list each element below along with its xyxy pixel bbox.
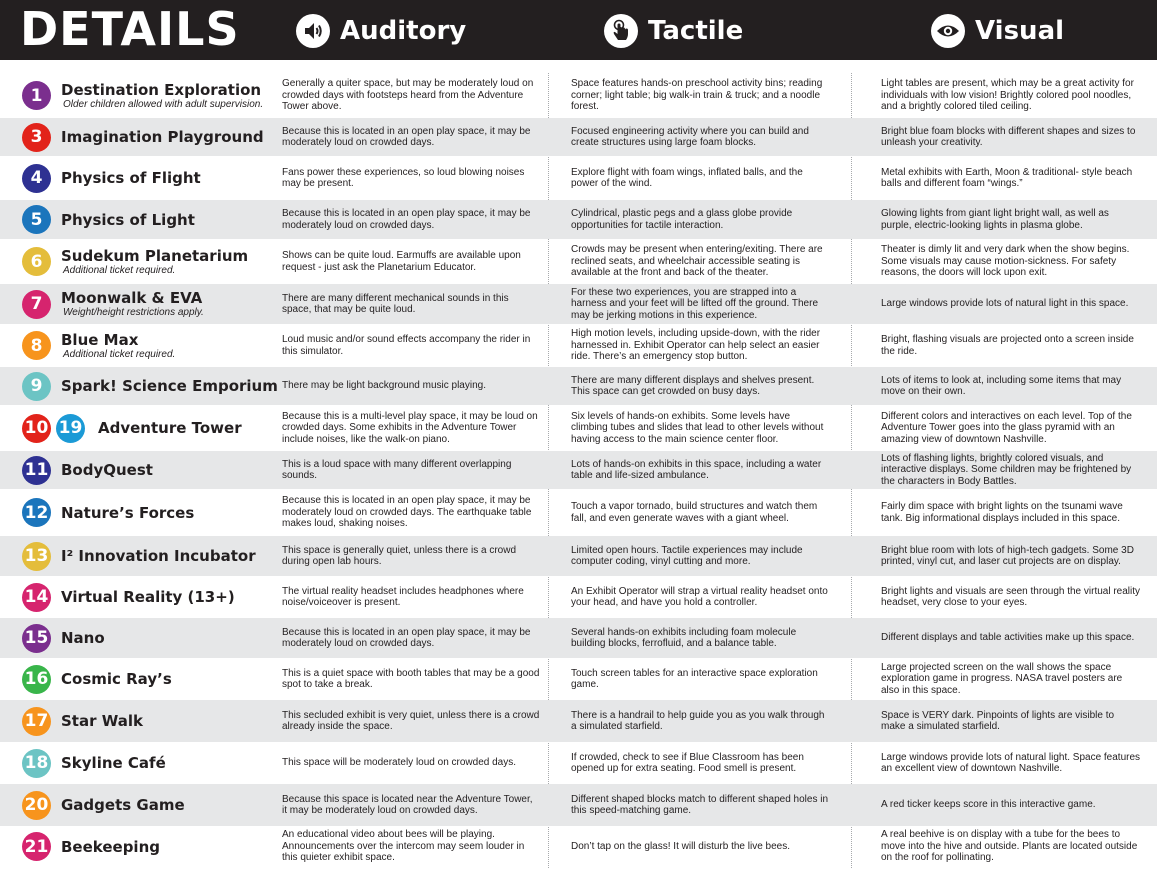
column-header-visual bbox=[931, 12, 1064, 50]
auditory-description-cell bbox=[282, 536, 540, 576]
exhibit-number-badge: 4 bbox=[22, 164, 51, 193]
page-title: DETAILS bbox=[20, 2, 240, 56]
tactile-description-cell bbox=[571, 489, 829, 536]
table-row bbox=[0, 489, 1157, 536]
visual-description-cell bbox=[881, 367, 1141, 405]
tactile-description-cell bbox=[571, 700, 829, 742]
exhibit-name: I² Innovation Incubator bbox=[61, 547, 256, 565]
auditory-description: Generally a quiter space, but may be moderately loud on crowded days with footsteps heard from the Adventure Tower above. bbox=[282, 78, 534, 113]
table-row bbox=[0, 239, 1157, 284]
auditory-description: Because this is located in an open play space, it may be moderately loud on crowded days. bbox=[282, 626, 531, 649]
touch-icon bbox=[604, 14, 638, 48]
exhibit-note: Additional ticket required. bbox=[63, 348, 176, 360]
table-row bbox=[0, 700, 1157, 742]
table-row bbox=[0, 784, 1157, 826]
exhibit-number-badge: 18 bbox=[22, 749, 51, 778]
visual-description-cell bbox=[881, 118, 1141, 156]
visual-description-cell bbox=[881, 324, 1141, 367]
exhibit-name: Physics of Light bbox=[61, 210, 195, 229]
auditory-description-cell bbox=[282, 200, 540, 239]
auditory-description: This space will be moderately loud on crowded days. bbox=[282, 757, 517, 769]
auditory-description: There may be light background music playing. bbox=[282, 380, 486, 392]
exhibit-number-badge: 16 bbox=[22, 665, 51, 694]
tactile-description-cell bbox=[571, 239, 829, 284]
auditory-description-cell bbox=[282, 239, 540, 284]
auditory-description-cell bbox=[282, 367, 540, 405]
auditory-description: This is a loud space with many different overlapping sounds. bbox=[282, 458, 512, 481]
visual-description-cell bbox=[881, 576, 1141, 618]
exhibit-name: Adventure Tower bbox=[98, 419, 242, 437]
visual-description-cell bbox=[881, 73, 1141, 118]
header-bar bbox=[0, 0, 1157, 60]
visual-description-cell bbox=[881, 826, 1141, 867]
visual-description: Bright blue room with lots of high-tech gadgets. Some 3D printed, vinyl cut, and laser cut projects are on display. bbox=[881, 544, 1134, 567]
exhibit-number-badge: 7 bbox=[22, 290, 51, 319]
tactile-description: An Exhibit Operator will strap a virtual reality headset onto your head, and have you hold a controller. bbox=[571, 585, 828, 608]
auditory-description-cell bbox=[282, 324, 540, 367]
tactile-description-cell bbox=[571, 156, 829, 200]
visual-description-cell bbox=[881, 405, 1141, 451]
visual-description: Light tables are present, which may be a great activity for individuals with low vision! Brightly colored pool noodles, and a brightly colored tiled ceiling. bbox=[881, 78, 1134, 113]
auditory-description: This space is generally quiet, unless there is a crowd during open lab hours. bbox=[282, 544, 517, 567]
visual-description: Metal exhibits with Earth, Moon & traditional- style beach balls and different foam “wings.” bbox=[881, 166, 1133, 189]
auditory-description-cell bbox=[282, 784, 540, 826]
column-header-tactile bbox=[604, 12, 743, 50]
exhibit-number-badge: 20 bbox=[22, 791, 51, 820]
exhibit-name: Nature’s Forces bbox=[61, 503, 195, 522]
exhibit-number-badge: 3 bbox=[22, 123, 51, 152]
visual-description: Different colors and interactives on each level. Top of the Adventure Tower goes into the glass pyramid with an amazing view of downtown Nashville. bbox=[881, 410, 1132, 445]
visual-description-cell bbox=[881, 239, 1141, 284]
exhibit-number-badge: 5 bbox=[22, 205, 51, 234]
exhibit-number-badge: 8 bbox=[22, 331, 51, 360]
tactile-description-cell bbox=[571, 324, 829, 367]
exhibit-number-badge: 9 bbox=[22, 372, 51, 401]
exhibit-name: BodyQuest bbox=[61, 461, 153, 479]
visual-description: Lots of flashing lights, brightly colored visuals, and interactive displays. Some children may be frightened by the characters in Body Battles. bbox=[881, 452, 1132, 487]
visual-description-cell bbox=[881, 618, 1141, 658]
tactile-description-cell bbox=[571, 784, 829, 826]
auditory-description-cell bbox=[282, 405, 540, 451]
exhibit-name: Physics of Flight bbox=[61, 169, 201, 187]
tactile-description: Crowds may be present when entering/exiting. There are reclined seats, and wheelchair accessible seating is available at the front and back of the theater. bbox=[571, 244, 823, 279]
tactile-description: Lots of hands-on exhibits in this space, including a water table and life-sized ambulance. bbox=[571, 458, 822, 481]
visual-description-cell bbox=[881, 700, 1141, 742]
exhibit-table bbox=[0, 73, 1157, 867]
visual-description: A red ticker keeps score in this interactive game. bbox=[881, 799, 1096, 811]
table-row bbox=[0, 451, 1157, 489]
exhibit-note: Weight/height restrictions apply. bbox=[63, 307, 204, 318]
tactile-description: For these two experiences, you are strapped into a harness and your feet will be lifted off the ground. There may be jerking motions in this experience. bbox=[571, 286, 819, 321]
tactile-description: Six levels of hands-on exhibits. Some levels have climbing tubes and slides that lead to other levels without having access to the main science center floor. bbox=[571, 410, 824, 445]
visual-description-cell bbox=[881, 742, 1141, 784]
tactile-description: There is a handrail to help guide you as you walk through a simulated starfield. bbox=[571, 709, 825, 732]
auditory-description: This is a quiet space with booth tables that may be a good spot to take a break. bbox=[282, 667, 540, 690]
auditory-description: This secluded exhibit is very quiet, unless there is a crowd already inside the space. bbox=[282, 709, 540, 732]
tactile-description: High motion levels, including upside-down, with the rider harnessed in. Exhibit Operator can help select an easier ride. There’s an emergency stop button. bbox=[571, 328, 821, 363]
exhibit-number-badge: 21 bbox=[22, 832, 51, 861]
exhibit-number-badge: 12 bbox=[22, 498, 51, 527]
visual-description-cell bbox=[881, 536, 1141, 576]
exhibit-number-badge: 15 bbox=[22, 624, 51, 653]
exhibit-note: Older children allowed with adult supervision. bbox=[63, 98, 264, 110]
exhibit-note: Additional ticket required. bbox=[63, 264, 176, 276]
column-label-visual: Visual bbox=[975, 16, 1065, 46]
auditory-description: The virtual reality headset includes headphones where noise/voiceover is present. bbox=[282, 585, 524, 608]
exhibit-name: Destination Exploration bbox=[61, 80, 262, 99]
tactile-description-cell bbox=[571, 742, 829, 784]
tactile-description-cell bbox=[571, 118, 829, 156]
table-row bbox=[0, 742, 1157, 784]
auditory-description: Because this space is located near the Adventure Tower, it may be moderately loud on crowded days. bbox=[282, 793, 533, 816]
visual-description: Different displays and table activities make up this space. bbox=[881, 632, 1135, 644]
exhibit-number-badge: 11 bbox=[22, 456, 51, 485]
table-row bbox=[0, 118, 1157, 156]
visual-description: A real beehive is on display with a tube for the bees to move into the hive and outside. Plants are located outside on the roof for pollinating. bbox=[881, 829, 1138, 864]
tactile-description-cell bbox=[571, 405, 829, 451]
visual-description: Bright blue foam blocks with different shapes and sizes to unleash your creativity. bbox=[881, 125, 1136, 148]
visual-description-cell bbox=[881, 658, 1141, 700]
exhibit-number-badge: 19 bbox=[56, 414, 85, 443]
auditory-description: Because this is located in an open play space, it may be moderately loud on crowded days. bbox=[282, 125, 531, 148]
auditory-description: Because this is located in an open play space, it may be moderately loud on crowded days. bbox=[282, 208, 531, 231]
table-row bbox=[0, 405, 1157, 451]
exhibit-name: Nano bbox=[61, 629, 105, 647]
tactile-description: Focused engineering activity where you can build and create structures using large foam blocks. bbox=[571, 125, 809, 148]
exhibit-name: Moonwalk & EVA bbox=[61, 289, 203, 307]
tactile-description: Don’t tap on the glass! It will disturb the live bees. bbox=[571, 840, 791, 852]
exhibit-number-badge: 10 bbox=[22, 414, 51, 443]
column-label-auditory: Auditory bbox=[340, 16, 467, 46]
tactile-description: Space features hands-on preschool activity bins; reading corner; light table; big walk-in train & truck; and a noodle forest. bbox=[571, 78, 823, 113]
tactile-description-cell bbox=[571, 658, 829, 700]
auditory-description: Fans power these experiences, so loud blowing noises may be present. bbox=[282, 166, 525, 189]
exhibit-name: Blue Max bbox=[61, 330, 139, 349]
visual-description: Large windows provide lots of natural light in this space. bbox=[881, 298, 1129, 310]
auditory-description-cell bbox=[282, 489, 540, 536]
auditory-description-cell bbox=[282, 826, 540, 867]
table-row bbox=[0, 324, 1157, 367]
tactile-description-cell bbox=[571, 200, 829, 239]
tactile-description-cell bbox=[571, 536, 829, 576]
auditory-description: Because this is located in an open play space, it may be moderately loud on crowded days. The earthquake table makes loud, shaking noises. bbox=[282, 495, 532, 530]
exhibit-number-badge: 1 bbox=[22, 81, 51, 110]
auditory-description-cell bbox=[282, 156, 540, 200]
table-row bbox=[0, 200, 1157, 239]
exhibit-number-badge: 14 bbox=[22, 583, 51, 612]
visual-description-cell bbox=[881, 489, 1141, 536]
visual-description: Theater is dimly lit and very dark when the show begins. Some visuals may cause motion-sickness. For safety reasons, the doors will lock upon exit. bbox=[881, 244, 1130, 279]
visual-description-cell bbox=[881, 284, 1141, 324]
exhibit-name: Virtual Reality (13+) bbox=[61, 588, 235, 606]
column-label-tactile: Tactile bbox=[648, 16, 744, 46]
tactile-description-cell bbox=[571, 367, 829, 405]
tactile-description: Cylindrical, plastic pegs and a glass globe provide opportunities for tactile interaction. bbox=[571, 208, 793, 231]
auditory-description: Because this is a multi-level play space, it may be loud on crowded days. Some exhibits in the Adventure Tower include noises, like the walk-on piano. bbox=[282, 410, 538, 445]
tactile-description: Explore flight with foam wings, inflated balls, and the power of the wind. bbox=[571, 166, 803, 189]
tactile-description: Several hands-on exhibits including foam molecule building blocks, ferrofluid, and a balance table. bbox=[571, 626, 797, 649]
tactile-description-cell bbox=[571, 826, 829, 867]
tactile-description-cell bbox=[571, 451, 829, 489]
visual-description: Space is VERY dark. Pinpoints of lights are visible to make a simulated starfield. bbox=[881, 709, 1115, 732]
exhibit-number-badge: 13 bbox=[22, 542, 51, 571]
table-row bbox=[0, 73, 1157, 118]
table-row bbox=[0, 576, 1157, 618]
visual-description: Large projected screen on the wall shows the space exploration game in progress. NASA travel posters are also in this space. bbox=[881, 661, 1123, 696]
tactile-description: Different shaped blocks match to different shaped holes in this speed-matching game. bbox=[571, 793, 829, 816]
auditory-description-cell bbox=[282, 742, 540, 784]
table-row bbox=[0, 658, 1157, 700]
eye-icon bbox=[931, 14, 965, 48]
table-row bbox=[0, 536, 1157, 576]
speaker-icon bbox=[296, 14, 330, 48]
auditory-description-cell bbox=[282, 118, 540, 156]
tactile-description: Touch a vapor tornado, build structures and watch them fall, and even generate waves with a giant wheel. bbox=[571, 501, 818, 524]
auditory-description: There are many different mechanical sounds in this space, that may be quite loud. bbox=[282, 292, 509, 315]
auditory-description-cell bbox=[282, 700, 540, 742]
tactile-description: Limited open hours. Tactile experiences may include computer coding, vinyl cutting and more. bbox=[571, 544, 803, 567]
auditory-description-cell bbox=[282, 658, 540, 700]
tactile-description-cell bbox=[571, 73, 829, 118]
exhibit-name: Spark! Science Emporium bbox=[61, 377, 278, 395]
auditory-description-cell bbox=[282, 618, 540, 658]
auditory-description-cell bbox=[282, 451, 540, 489]
exhibit-name: Gadgets Game bbox=[61, 796, 185, 814]
visual-description-cell bbox=[881, 451, 1141, 489]
visual-description: Large windows provide lots of natural light. Space features an excellent view of downtown Nashville. bbox=[881, 751, 1141, 774]
auditory-description-cell bbox=[282, 73, 540, 118]
exhibit-number-badge: 6 bbox=[22, 247, 51, 276]
visual-description: Fairly dim space with bright lights on the tsunami wave tank. Big informational displays included in this space. bbox=[881, 501, 1123, 524]
table-row bbox=[0, 284, 1157, 324]
auditory-description: Shows can be quite loud. Earmuffs are available upon request - just ask the Planetarium Educator. bbox=[282, 250, 521, 273]
visual-description: Bright, flashing visuals are projected onto a screen inside the ride. bbox=[881, 334, 1134, 357]
table-row bbox=[0, 367, 1157, 405]
tactile-description-cell bbox=[571, 618, 829, 658]
column-header-auditory bbox=[296, 12, 466, 50]
visual-description: Bright lights and visuals are seen through the virtual reality headset, very close to your eyes. bbox=[881, 585, 1141, 608]
visual-description-cell bbox=[881, 200, 1141, 239]
auditory-description: Loud music and/or sound effects accompany the rider in this simulator. bbox=[282, 334, 531, 357]
exhibit-number-badge: 17 bbox=[22, 707, 51, 736]
visual-description-cell bbox=[881, 784, 1141, 826]
table-row bbox=[0, 826, 1157, 867]
table-row bbox=[0, 156, 1157, 200]
exhibit-name: Cosmic Ray’s bbox=[61, 670, 172, 688]
tactile-description: If crowded, check to see if Blue Classroom has been opened up for extra seating. Food smell is present. bbox=[571, 751, 804, 774]
exhibit-name: Skyline Café bbox=[61, 754, 166, 772]
visual-description: Lots of items to look at, including some items that may move on their own. bbox=[881, 374, 1122, 397]
table-row bbox=[0, 618, 1157, 658]
visual-description: Glowing lights from giant light bright wall, as well as purple, electric-looking lights in plasma globe. bbox=[881, 208, 1109, 231]
exhibit-name: Imagination Playground bbox=[61, 128, 264, 146]
visual-description-cell bbox=[881, 156, 1141, 200]
exhibit-name: Star Walk bbox=[61, 712, 143, 730]
exhibit-name: Beekeeping bbox=[61, 837, 160, 856]
tactile-description-cell bbox=[571, 576, 829, 618]
auditory-description-cell bbox=[282, 284, 540, 324]
tactile-description: Touch screen tables for an interactive space exploration game. bbox=[571, 667, 818, 690]
tactile-description: There are many different displays and shelves present. This space can get crowded on busy days. bbox=[571, 374, 815, 397]
auditory-description: An educational video about bees will be playing. Announcements over the intercom may seem louder in this quieter exhibit space. bbox=[282, 829, 525, 864]
auditory-description-cell bbox=[282, 576, 540, 618]
tactile-description-cell bbox=[571, 284, 829, 324]
exhibit-name: Sudekum Planetarium bbox=[61, 246, 249, 265]
